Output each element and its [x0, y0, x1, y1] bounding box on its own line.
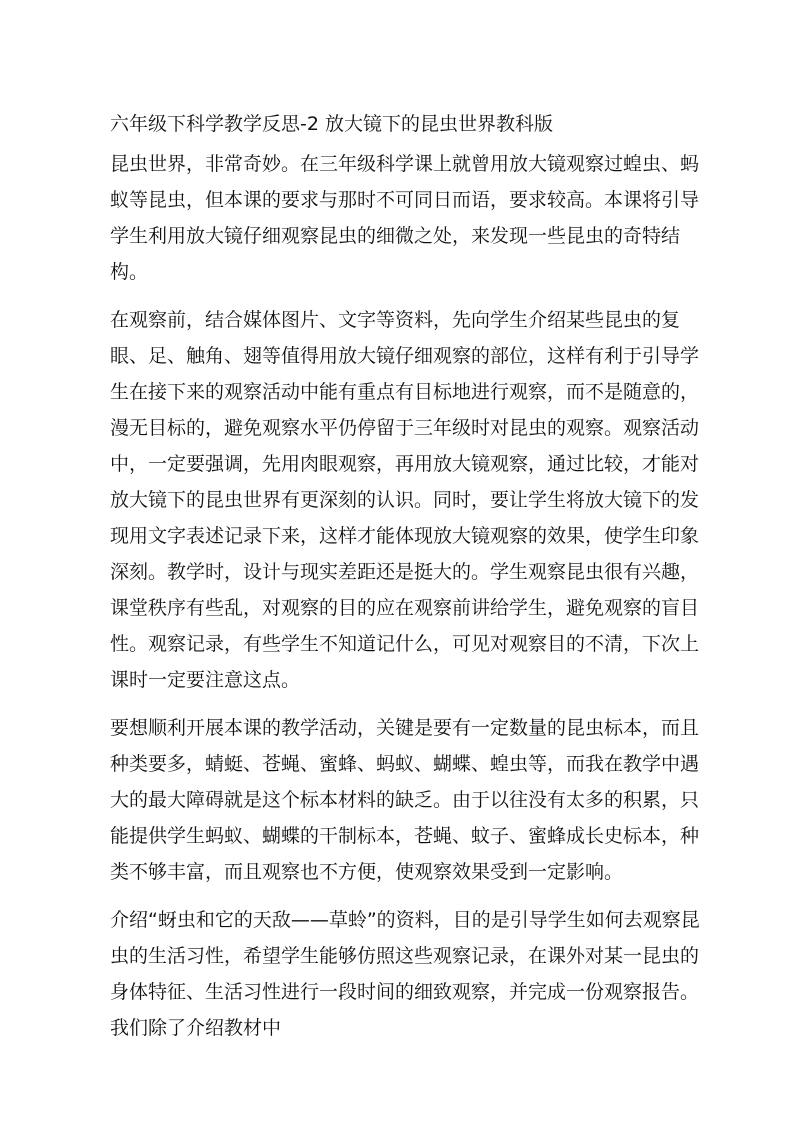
paragraph-2: 在观察前，结合媒体图片、文字等资料，先向学生介绍某些昆虫的复眼、足、触角、翅等值得用放大镜仔细观察的部位，这样有利于引导学生在接下来的观察活动中能有重点有目标地进行观察，而不是随意的，漫无目标的，避免观察水平仍停留于三年级时对昆虫的观察。观察活动中，一定要强调，先用肉眼观察，再用放大镜观察，通过比较，才能对放大镜下的昆虫世界有更深刻的认识。同时，要让学生将放大镜下的发现用文字表述记录下来，这样才能体现放大镜观察的效果，使学生印象深刻。教学时，设计与现实差距还是挺大的。学生观察昆虫很有兴趣，课堂秩序有些乱，对观察的目的应在观察前讲给学生，避免观察的盲目性。观察记录，有些学生不知道记什么，可见对观察目的不清，下次上课时一定要注意这点。 [110, 309, 700, 691]
document-title: 六年级下科学教学反思-2 放大镜下的昆虫世界教科版 [110, 113, 553, 135]
paragraph-1: 昆虫世界，非常奇妙。在三年级科学课上就曾用放大镜观察过蝗虫、蚂蚁等昆虫，但本课的要求与那时不可同日而语，要求较高。本课将引导学生利用放大镜仔细观察昆虫的细微之处，来发现一些昆虫的奇特结构。 [110, 153, 700, 283]
document-body [110, 110, 714, 1058]
paragraph-3: 要想顺利开展本课的教学活动，关键是要有一定数量的昆虫标本，而且种类要多，蜻蜓、苍蝇、蜜蜂、蚂蚁、蝴蝶、蝗虫等，而我在教学中遇大的最大障碍就是这个标本材料的缺乏。由于以往没有太多的积累，只能提供学生蚂蚁、蝴蝶的干制标本，苍蝇、蚊子、蜜蜂成长史标本，种类不够丰富，而且观察也不方便，使观察效果受到一定影响。 [110, 717, 700, 883]
paragraph-4: 介绍“蚜虫和它的天敌——草蛉”的资料，目的是引导学生如何去观察昆虫的生活习性，希望学生能够仿照这些观察记录，在课外对某一昆虫的身体特征、生活习性进行一段时间的细致观察，并完成一份观察报告。我们除了介绍教材中 [110, 909, 700, 1039]
